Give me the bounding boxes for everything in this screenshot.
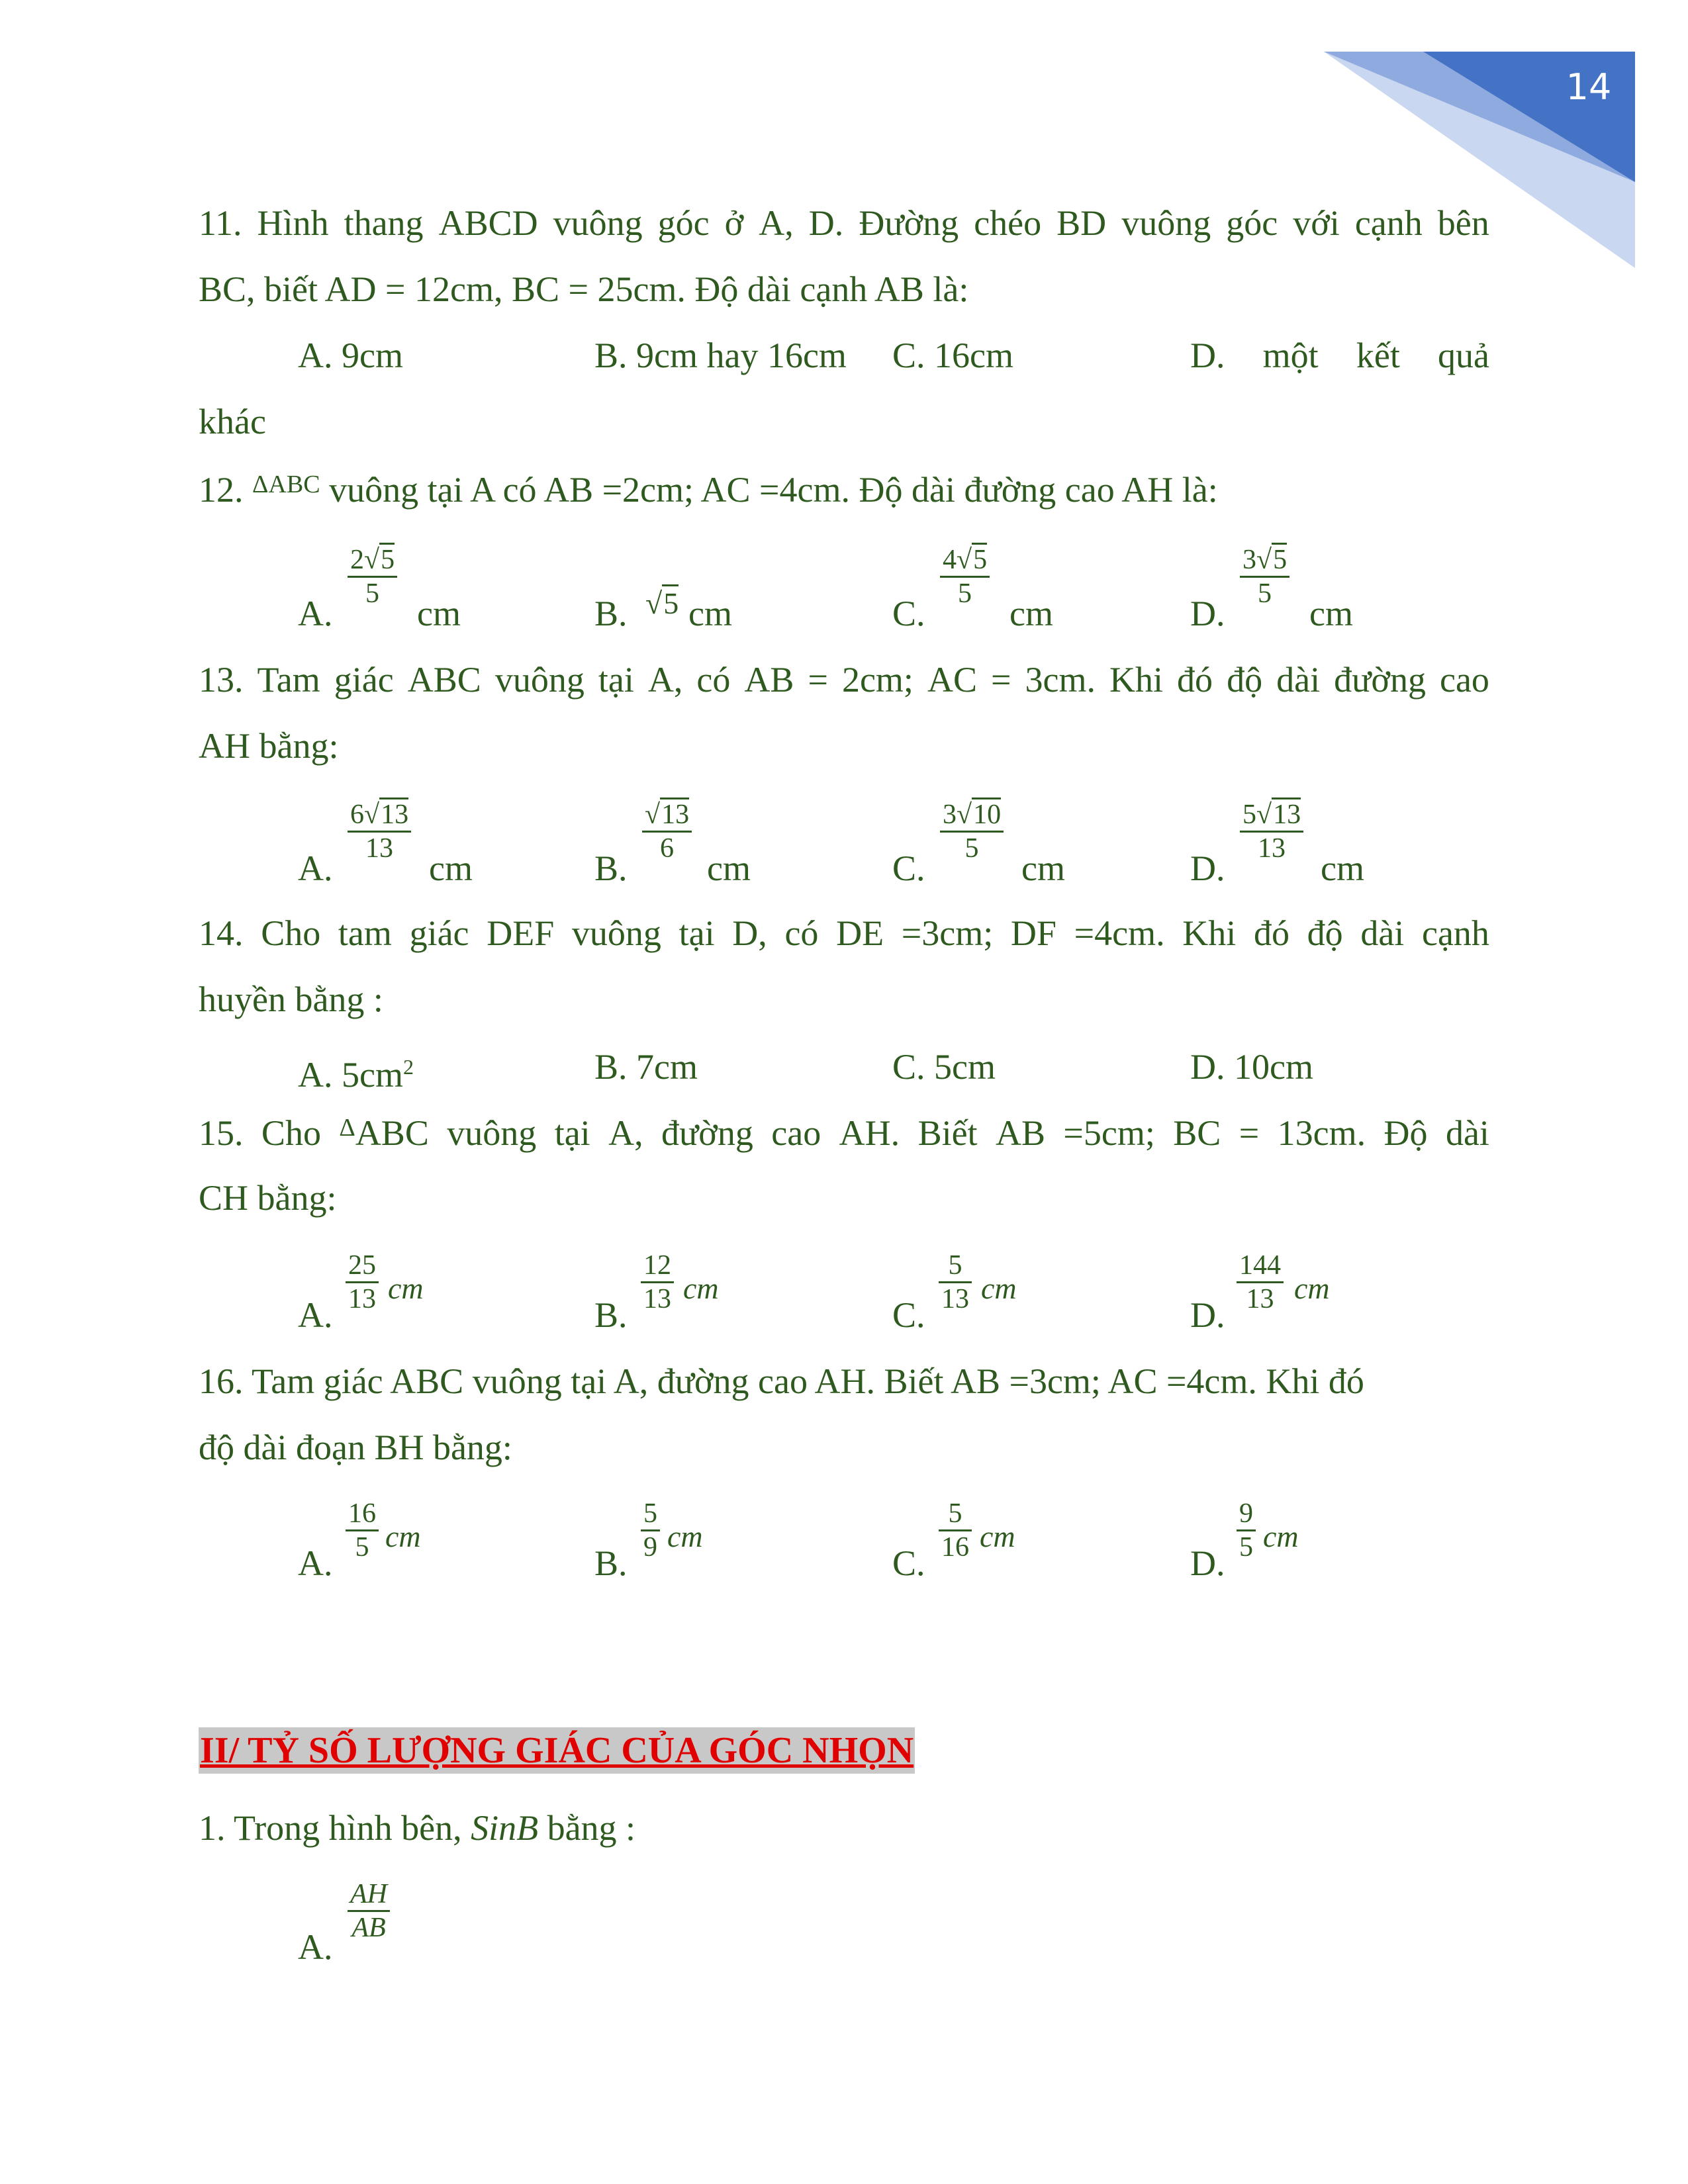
word: cao	[771, 1113, 821, 1153]
q12-option-a-label: A.	[298, 594, 333, 633]
q11-option-c: C. 16cm	[892, 336, 1013, 375]
q11-line1	[199, 202, 1489, 244]
q13-line2: AH bằng:	[199, 726, 339, 766]
q12-option-c-fraction: $\frac{4√5}{5}$	[940, 544, 990, 610]
q16-option-b-fraction: $\frac{5}{9}$	[641, 1498, 660, 1563]
word: cạnh	[1354, 203, 1423, 243]
q16-option-a-unit: cm	[385, 1520, 421, 1553]
word: một	[1262, 336, 1319, 375]
word: kết	[1356, 336, 1400, 375]
q12-option-c-label: C.	[892, 594, 925, 633]
word: tại	[554, 1113, 590, 1153]
word: tại	[679, 913, 715, 953]
word: =	[1239, 1113, 1260, 1153]
word: Hình	[257, 203, 329, 243]
word: DE	[836, 913, 884, 953]
q15-option-d-fraction: $\frac{144}{13}$	[1237, 1250, 1284, 1315]
word: vuông	[553, 203, 643, 243]
word: 2cm;	[841, 660, 914, 700]
word: dài	[1360, 913, 1405, 953]
section2-q1-option-a-fraction: $\frac{AH}{AB}$	[348, 1878, 390, 1944]
q16-option-c-unit: cm	[980, 1520, 1015, 1553]
q12-option-b-unit: cm	[688, 594, 732, 633]
word: AB	[744, 660, 794, 700]
q13-option-d-label: D.	[1190, 848, 1225, 888]
q15-option-c-label: C.	[892, 1295, 925, 1335]
word: =4cm.	[1074, 913, 1165, 953]
word: Cho	[261, 1113, 321, 1153]
q12-option-a-unit: cm	[417, 594, 461, 633]
word: quả	[1438, 336, 1489, 375]
q16-option-a-fraction: $\frac{16}{5}$	[346, 1498, 379, 1563]
word: cao	[1439, 660, 1489, 700]
q11-option-a: A. 9cm	[298, 336, 403, 375]
word: ABC	[355, 1113, 429, 1153]
q13-option-b-unit: cm	[707, 848, 751, 888]
word: Khi	[1109, 660, 1164, 700]
word: ABCD	[438, 203, 538, 243]
q15-option-d-unit: cm	[1294, 1271, 1330, 1305]
q12-line1	[199, 469, 1489, 515]
word: vuông	[571, 913, 661, 953]
word: 3cm.	[1025, 660, 1096, 700]
q13-option-d-fraction: $\frac{5√13}{13}$	[1240, 799, 1303, 864]
q11-option-d-cont: khác	[199, 402, 266, 441]
section2-q1-option-a-label: A.	[298, 1927, 333, 1967]
word: có	[696, 660, 731, 700]
section2-q1-text: 1. Trong hình bên, SinB bằng :	[199, 1808, 636, 1848]
word: BC	[1173, 1113, 1221, 1153]
q12-option-b-label: B.	[594, 594, 628, 633]
q15-line2: CH bằng:	[199, 1178, 337, 1218]
q14-option-d: D. 10cm	[1190, 1047, 1313, 1087]
word: vuông	[494, 660, 585, 700]
q12-text: vuông tại A có AB =2cm; AC =4cm. Độ dài đường cao AH là:	[329, 470, 1218, 510]
triangle-abc	[339, 1112, 428, 1158]
word: chéo	[974, 203, 1042, 243]
word: 13.	[199, 660, 244, 700]
q15-option-b-label: B.	[594, 1295, 628, 1335]
q13-line1	[199, 659, 1489, 701]
q15-line1	[199, 1112, 1489, 1158]
q12-number: 12.	[199, 470, 244, 510]
word: độ	[1307, 913, 1343, 953]
word: =	[991, 660, 1011, 700]
q11-line2: BC, biết AD = 12cm, BC = 25cm. Độ dài cạnh AB là:	[199, 269, 969, 309]
word: dài	[1276, 660, 1321, 700]
q12-option-d-unit: cm	[1309, 594, 1353, 633]
word: đó	[1253, 913, 1289, 953]
word: 14.	[199, 913, 244, 953]
word: vuông	[1121, 203, 1211, 243]
q13-option-a-unit: cm	[429, 848, 473, 888]
word: vuông	[447, 1113, 537, 1153]
q16-option-d-unit: cm	[1263, 1520, 1299, 1553]
q14-line2: huyền bằng :	[199, 979, 383, 1019]
word: A,	[647, 660, 683, 700]
q16-option-c-label: C.	[892, 1543, 925, 1583]
word: =3cm;	[901, 913, 994, 953]
q15-option-d-label: D.	[1190, 1295, 1225, 1335]
q14-option-b: B. 7cm	[594, 1047, 698, 1087]
word: đường	[1334, 660, 1426, 700]
word: A,	[608, 1113, 643, 1153]
word: DF	[1010, 913, 1056, 953]
q12-option-d-fraction: $\frac{3√5}{5}$	[1240, 544, 1289, 610]
q15-option-c-unit: cm	[981, 1271, 1017, 1305]
word: đó	[1177, 660, 1213, 700]
q14-line1	[199, 912, 1489, 954]
word: tam	[338, 913, 392, 953]
word: Cho	[261, 913, 321, 953]
word: Δ	[339, 1114, 355, 1142]
q13-option-d-unit: cm	[1321, 848, 1364, 888]
word: BD	[1056, 203, 1107, 243]
q12-option-b-sqrt: √5	[645, 582, 679, 625]
q13-option-a-fraction: $\frac{6√13}{13}$	[348, 799, 411, 864]
q16-line1: 16. Tam giác ABC vuông tại A, đường cao AH. Biết AB =3cm; AC =4cm. Khi đó	[199, 1361, 1364, 1401]
q13-option-b-label: B.	[594, 848, 628, 888]
word: ABC	[407, 660, 481, 700]
word: =5cm;	[1063, 1113, 1155, 1153]
word: với	[1293, 203, 1340, 243]
section-heading: II/ TỶ SỐ LƯỢNG GIÁC CỦA GÓC NHỌN	[199, 1727, 915, 1774]
q13-option-c-label: C.	[892, 848, 925, 888]
word: bên	[1437, 203, 1489, 243]
q13-option-c-unit: cm	[1021, 848, 1065, 888]
q12-option-c-unit: cm	[1009, 594, 1053, 633]
word: DEF	[487, 913, 555, 953]
q16-option-a-label: A.	[298, 1543, 333, 1583]
word: =	[808, 660, 828, 700]
page-number: 14	[1566, 66, 1612, 108]
word: Khi	[1182, 913, 1237, 953]
word: giác	[409, 913, 469, 953]
word: thang	[344, 203, 424, 243]
q13-option-b-fraction: $\frac{√13}{6}$	[642, 799, 692, 864]
q15-option-c-fraction: $\frac{5}{13}$	[939, 1250, 972, 1315]
word: tại	[598, 660, 634, 700]
word: giác	[334, 660, 394, 700]
triangle-symbol: ΔABC	[252, 471, 320, 498]
q14-option-c: C. 5cm	[892, 1047, 996, 1087]
word: ở	[724, 203, 744, 243]
word: AC	[927, 660, 977, 700]
word: góc	[657, 203, 710, 243]
q16-option-d-fraction: $\frac{9}{5}$	[1237, 1498, 1256, 1563]
word: A,	[759, 203, 794, 243]
q13-option-a-label: A.	[298, 848, 333, 888]
q12-option-a-fraction: $\frac{2√5}{5}$	[348, 544, 397, 610]
q15-option-a-label: A.	[298, 1295, 333, 1335]
q11-option-d	[1190, 334, 1489, 377]
word: cạnh	[1422, 913, 1489, 953]
q15-option-b-fraction: $\frac{12}{13}$	[641, 1250, 674, 1315]
q16-option-b-label: B.	[594, 1543, 628, 1583]
q15-option-a-fraction: $\frac{25}{13}$	[346, 1250, 379, 1315]
word: dài	[1445, 1113, 1489, 1153]
q13-option-c-fraction: $\frac{3√10}{5}$	[940, 799, 1004, 864]
word: Đường	[859, 203, 959, 243]
word: góc	[1226, 203, 1278, 243]
word: AB	[995, 1113, 1045, 1153]
word: đường	[661, 1113, 753, 1153]
word: D.	[808, 203, 844, 243]
q15-option-a-unit: cm	[388, 1271, 424, 1305]
word: có	[784, 913, 819, 953]
word: 13cm.	[1277, 1113, 1366, 1153]
q15-option-b-unit: cm	[683, 1271, 719, 1305]
word: Tam	[257, 660, 320, 700]
word: D,	[732, 913, 767, 953]
q12-option-d-label: D.	[1190, 594, 1225, 633]
word: Biết	[917, 1113, 978, 1153]
word: độ	[1227, 660, 1263, 700]
q16-option-b-unit: cm	[667, 1520, 703, 1553]
q16-option-d-label: D.	[1190, 1543, 1225, 1583]
q16-line2: độ dài đoạn BH bằng:	[199, 1428, 512, 1467]
word: 11.	[199, 203, 242, 243]
word: Độ	[1383, 1113, 1428, 1153]
q11-option-b: B. 9cm hay 16cm	[594, 336, 847, 375]
q14-option-a: A. $5cm^2$	[298, 1055, 414, 1095]
q16-option-c-fraction: $\frac{5}{16}$	[939, 1498, 972, 1563]
word: 15.	[199, 1113, 244, 1153]
word: AH.	[839, 1113, 900, 1153]
word: D.	[1190, 336, 1225, 375]
